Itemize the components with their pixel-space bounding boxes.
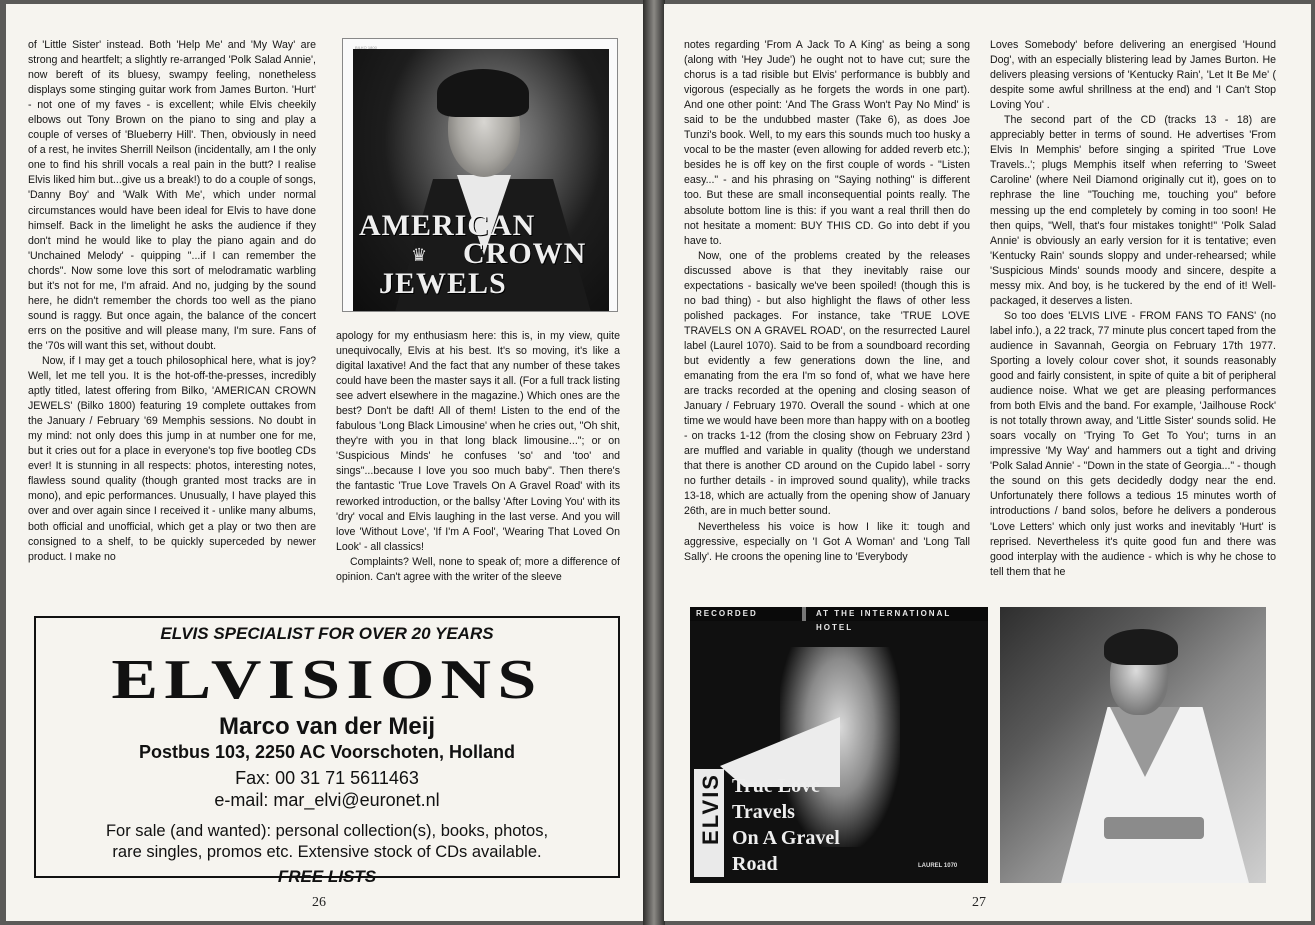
right-column-1 bbox=[684, 38, 970, 565]
paragraph: So too does 'ELVIS LIVE - FROM FANS TO FANS' (no label info.), a 22 track, 77 minute plus concert taped from the audience in Savannah, Georgia on February 17th 1977. Sporting a lovely colour cover shot, it sounds reasonably good and fairly consistent, in spite of quite a bit of peripheral audience noise. What we get are pleasing performances from both Elvis and the band. For example, 'Jailhouse Rock' is not totally thrown away, and 'Little Sister' sounds solid. He soars vocally on 'Trying To Get To You'; turns in an impressive 'My Way' and hammers out a tight and driving 'Polk Salad Annie' - "Down in the state of Georgia..." - though the sound on this gets decidedly dodgy near the end. Unfortunately there follows a tedious 15 minutes worth of introductions / band solos, before he delivers a ponderous 'Love Letters' which only just works and inevitably 'Hurt' is reprised. Nevertheless it's quite good fun and there was good interplay with the audience - which is why he chose to tell them that he bbox=[990, 309, 1276, 578]
vertical-elvis-text: ELVIS bbox=[698, 773, 723, 845]
cover-banner bbox=[690, 607, 988, 632]
advert-email: e-mail: mar_elvi@euronet.nl bbox=[214, 790, 440, 810]
cover-label-text: LAUREL 1070 bbox=[918, 863, 958, 869]
paragraph: The second part of the CD (tracks 13 - 18) are appreciably better in terms of sound. He advertises 'From Elvis In Memphis' before singing a spirited 'True Love Travels..'; plugs Memphis itself when referring to 'Sweet Caroline' (where Neil Diamond originally cut it), goes on to rephrase the line "Touching me, touching you" before messing up the end completely by coming in too soon! He then quips, "Well, that's four mistakes tonight!" 'Polk Salad Annie' is obviously an early version for it is tentative; even 'Kentucky Rain' sounds sloppy and under-rehearsed; while 'Suspicious Minds' sounds moody and sincere, despite a messy mix. And boy, is he tuckered by the end of it! Well-packaged, it deserves a listen. bbox=[990, 114, 1276, 307]
american-crown-jewels-cover bbox=[342, 38, 618, 312]
hair-shape bbox=[437, 69, 529, 117]
left-column-2 bbox=[336, 329, 620, 585]
elvis-live-photo bbox=[1000, 607, 1266, 883]
paragraph: Complaints? Well, none to speak of; more a difference of opinion. Can't agree with the writer of the sleeve bbox=[336, 555, 620, 583]
right-column-2 bbox=[990, 38, 1276, 580]
paragraph: of 'Little Sister' instead. Both 'Help Me' and 'My Way' are strong and heartfelt; a slightly re-arranged 'Polk Salad Annie', now bereft of its bluesy, swampy feeling, nonetheless displays some stinging guitar work from James Burton. 'Hurt' - not one of my faves - is excellent; while Elvis cheekily elbows out Tony Brown on the piano to sing and play a couple of verses of 'Blueberry Hill'. Then, obviously in need of a rest, he invites Sherrill Neilson (incidentally, am I the only one to find his shrill vocals a real pain in the butt? I realise Elvis liked him but...give us a break!) to do a couple of songs, 'Danny Boy' and 'Walk With Me', which under normal circumstances would have been ideal for Elvis to have done himself. Back in the limelight he asks the audience if they don't mind he would like to play the piano again and do 'Unchained Melody' - quipping "...if I can remember the chords". Now some love this sort of melodramatic warbling but it's not for me, I'm afraid. And no, judging by the sound here, he didn't remember the chords too well as the piano sound is raggy. But once again, the balance of the concert errs on the positive and will please many, I'm sure. Fans of the '70s will want this set, without doubt. bbox=[28, 39, 316, 352]
advert-sale-line-2: rare singles, promos etc. Extensive stock of CDs available. bbox=[112, 843, 542, 861]
advert-sale-line-1: For sale (and wanted): personal collection(s), books, photos, bbox=[105, 822, 549, 840]
advert-fax: Fax: 00 31 71 5611463 bbox=[235, 768, 419, 788]
cover-title-line-3: JEWELS bbox=[379, 267, 507, 300]
elvisions-advert bbox=[34, 616, 620, 886]
paragraph: Loves Somebody' before delivering an energised 'Hound Dog', with an especially blistering lead by James Burton. He delivers pleasing versions of 'Kentucky Rain', 'Let It Be Me' ( despite some awful shrillness at the end) and 'I Can't Stop Loving You' . bbox=[990, 39, 1276, 112]
left-column-1 bbox=[28, 38, 316, 565]
crown-icon: ♛ bbox=[411, 245, 428, 265]
cover-title-line-2: Travels bbox=[732, 801, 795, 823]
paragraph: Now, one of the problems created by the releases discussed above is that they inevitably raise our expectations - basically we've been spoiled! (though this is no bad thing) - but also highlight the flaws of other less polished packages. For instance, take 'TRUE LOVE TRAVELS ON A GRAVEL ROAD', on the resurrected Laurel label (Laurel 1070). Said to be from a soundboard recording but evidently a few generations down the line, and emanating from the era I'm so fond of, what we have here are tracks recorded at the opening and closing season of January / February 1970. Overall the sound - which at one time we would have been more than happy with on a bootleg - on tracks 1-12 (from the closing show on February 23rd ) are muffled and variable in quality (though we understand that there is another CD around on the Cupido label - sorry no further details - in improved sound quality), while tracks 13-18, which are actually from the opening show of January 26th, are in much better sound. bbox=[684, 249, 970, 518]
left-page bbox=[6, 4, 644, 921]
paragraph: Now, if I may get a touch philosophical here, what is joy? Well, let me tell you. It is the hot-off-the-presses, incredibly aptly titled, latest offering from Bilko, 'AMERICAN CROWN JEWELS' (Bilko 1800) featuring 19 complete outtakes from the January / February '69 Memphis sessions. No doubt in my mind: not only does this jump in at number one for me, but it cries out for a place in everyone's top five bootleg CDs ever! It is stunning in all respects: photos, interesting notes, flawless sound quality (though granted most tracks are in mono), and epic performances. Unusually, I have played this over and over again since I received it - unlike many albums, both official and unofficial, which get a play or two then are consigned to a shelf, to be quickly superceded by newer product. I make no bbox=[28, 354, 316, 563]
cover-title-line-3: On A Gravel bbox=[732, 827, 840, 849]
cover-catalog-text: BILKO 1800 bbox=[355, 45, 377, 50]
cover-title-line-1: True Love bbox=[732, 775, 820, 797]
cover-title-line-1: AMERICAN bbox=[359, 209, 536, 242]
vertical-elvis-block bbox=[694, 769, 724, 877]
advert-free-lists: FREE LISTS bbox=[277, 867, 377, 886]
advert-address: Postbus 103, 2250 AC Voorschoten, Holland bbox=[138, 742, 516, 762]
advert-heading: ELVIS SPECIALIST FOR OVER 20 YEARS bbox=[160, 624, 494, 643]
true-love-travels-cover bbox=[690, 607, 988, 883]
page-number: 27 bbox=[972, 895, 986, 910]
advert-brand: ELVISIONS bbox=[111, 649, 543, 711]
belt-shape bbox=[1104, 817, 1204, 839]
banner-right-text: AT THE INTERNATIONAL HOTEL bbox=[816, 609, 952, 632]
advert-name: Marco van der Meij bbox=[218, 713, 436, 740]
page-number: 26 bbox=[312, 895, 326, 910]
banner-left-text: RECORDED bbox=[696, 609, 758, 618]
banner-separator bbox=[802, 607, 806, 621]
hair-shape bbox=[1104, 629, 1178, 665]
paragraph: notes regarding 'From A Jack To A King' as being a song (along with 'Hey Jude') he ought not to have cut; sure the chorus is a tad risible but Elvis' performance is bubbly and vigorous (especially as he forgets the words in one part). And one other point: 'And The Grass Won't Pay No Mind' is said to be the undubbed master (Take 6), as does Joe Tunzi's book. Well, to my ears this sounds much too husky a vocal to be the master (even allowing for added reverb etc.); besides he is off key on the first couple of words - "Listen easy..." - and his phrasing on "Saying nothing" is different too. But these are small inconsequential points really. The absolute bottom line is this: if you want a real thrill then do not hesitate a moment: BUY THIS CD. Go into debt if you have to. bbox=[684, 39, 970, 247]
cover-title-line-4: Road bbox=[732, 853, 778, 875]
right-page bbox=[664, 4, 1311, 921]
paragraph: apology for my enthusiasm here: this is, in my view, quite unequivocally, Elvis at his best. It's so moving, it's like a digital laxative! And the fact that any number of these takes could have been the master says it all. (For a full track listing see advert elsewhere in the magazine.) Which ones are the best? Don't be daft! All of them! Listen to the end of the fabulous 'Long Black Limousine' when he cries out, "Oh shit, they're with you in that long black limousine..."; or on 'Suspicious Minds' he confuses 'so' and 'too' and sings"...because I love you soo much baby". Then there's the fantastic 'True Love Travels On A Gravel Road' with its reworked introduction, or the ballsy 'After Loving You' with its 'dry' vocal and Elvis laughing in the last verse. And you will love 'Without Love', 'If I'm A Fool', 'Wearing That Loved On Look' - all classics! bbox=[336, 330, 620, 553]
paragraph: Nevertheless his voice is how I like it: tough and aggressive, especially on 'I Got A Woman' and 'Long Tall Sally'. He croons the opening line to 'Everybody bbox=[684, 520, 970, 563]
book-spine bbox=[643, 0, 665, 925]
cover-title-line-2: CROWN bbox=[463, 237, 587, 270]
